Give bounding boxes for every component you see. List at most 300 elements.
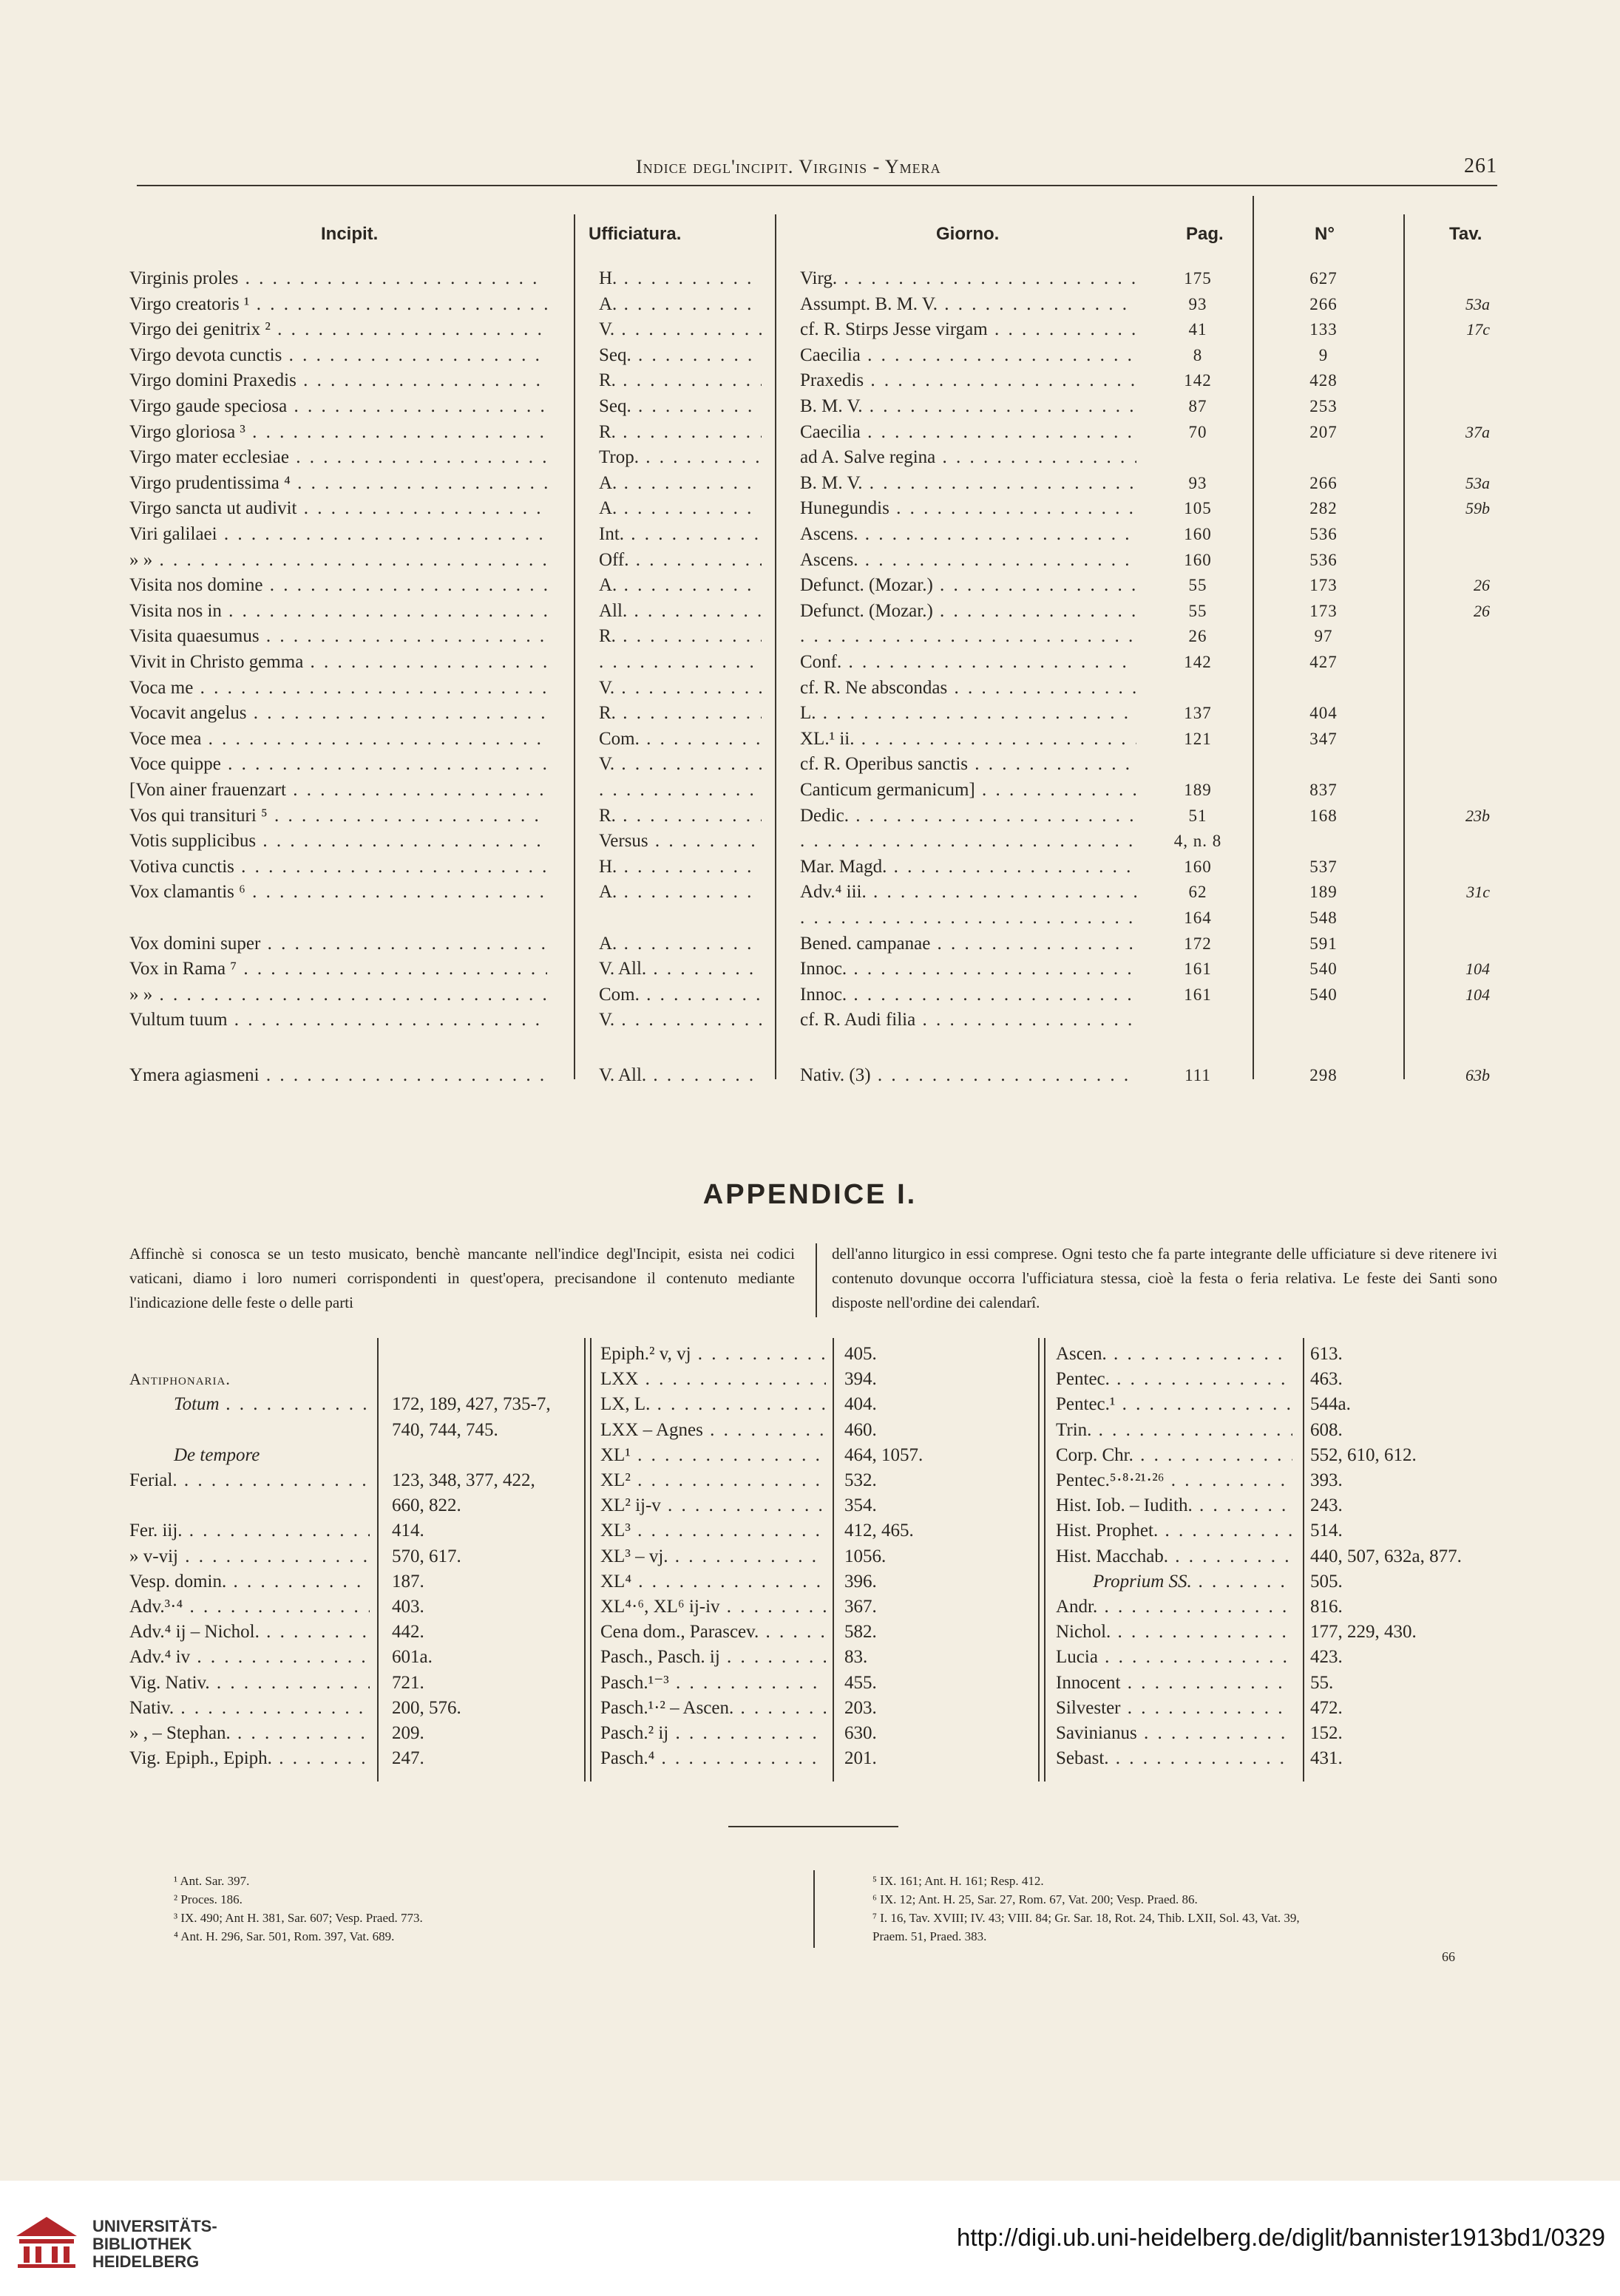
- number-cell: 404: [1309, 704, 1338, 723]
- appendix-value: 816.: [1310, 1597, 1343, 1617]
- number-cell: 173: [1309, 601, 1338, 620]
- appendix-label: Pasch.¹⁻³ . . .: [600, 1671, 826, 1696]
- appendix-label: Vig. Nativ. . . .: [129, 1671, 370, 1696]
- col-rule-3: [1253, 196, 1254, 1079]
- tav-cell: [1416, 829, 1490, 854]
- ufficiatura-cell: Trop. . . .: [599, 445, 762, 470]
- number-cell: [1279, 676, 1368, 701]
- appendix-value: 472.: [1310, 1697, 1343, 1718]
- sheet-number: 66: [1442, 1949, 1455, 1964]
- tav-cell: 26: [1474, 601, 1490, 620]
- incipit-cell: Virgo mater ecclesiae . . .: [129, 445, 547, 470]
- appendix-value: 608.: [1310, 1419, 1343, 1440]
- appendix-value: 431.: [1310, 1748, 1343, 1769]
- giorno-cell: Praxedis . . .: [800, 368, 1136, 393]
- header-rule: [137, 185, 1497, 186]
- incipit-cell: Vox in Rama ⁷ . . .: [129, 957, 547, 982]
- incipit-cell: Virgo domini Praxedis . . .: [129, 368, 547, 393]
- appendix-value: 463.: [1310, 1369, 1343, 1390]
- ufficiatura-cell: Com. . . .: [599, 727, 762, 752]
- appendix-label: XL⁴ . . .: [600, 1569, 826, 1594]
- footnote: ⁷ I. 16, Tav. XVIII; IV. 43; VIII. 84; Gr. Sar. 18, Rot. 24, Thib. LXII, Sol. 43, Vat. 39,: [872, 1911, 1300, 1925]
- ufficiatura-cell: V. . . .: [599, 1008, 762, 1033]
- appendix-label: Nichol. . . .: [1056, 1620, 1292, 1645]
- appendix-label: XL² ij-v . . .: [600, 1493, 826, 1518]
- number-cell: 9: [1318, 345, 1329, 364]
- pag-cell: 8: [1193, 345, 1203, 364]
- number-cell: 168: [1309, 806, 1338, 825]
- number-cell: 282: [1309, 499, 1338, 518]
- footnote: ⁴ Ant. H. 296, Sar. 501, Rom. 397, Vat. 689.: [174, 1929, 395, 1943]
- appendix-value: [392, 1342, 580, 1367]
- appendix-value: 83.: [844, 1647, 868, 1668]
- appendix-value: 1056.: [844, 1546, 887, 1566]
- ufficiatura-cell: [599, 778, 762, 803]
- number-cell: 97: [1314, 627, 1333, 646]
- appendix-label: Ferial. . . .: [129, 1468, 370, 1493]
- tav-cell: [1416, 343, 1490, 368]
- number-cell: 537: [1309, 857, 1338, 876]
- appendix-value: 396.: [844, 1571, 877, 1592]
- appendix-value: 460.: [844, 1419, 877, 1440]
- pag-cell: 161: [1184, 985, 1212, 1004]
- incipit-cell: » » . . .: [129, 982, 547, 1008]
- incipit-cell: Virgo gloriosa ³ . . .: [129, 420, 547, 445]
- giorno-cell: Ascens. . . .: [800, 548, 1136, 573]
- appendix-label: Totum . . .: [129, 1392, 370, 1417]
- pag-cell: 87: [1188, 397, 1207, 415]
- pag-cell: 160: [1184, 857, 1212, 876]
- giorno-cell: cf. R. Audi filia . . .: [800, 1008, 1136, 1033]
- pag-cell: 142: [1184, 371, 1212, 390]
- col-head-incipit: Incipit.: [321, 224, 379, 244]
- appendix-label: Pasch., Pasch. ij . . .: [600, 1645, 826, 1670]
- ufficiatura-cell: H. . . .: [599, 855, 762, 880]
- pag-cell: 172: [1184, 934, 1212, 953]
- col-head-no: N°: [1315, 224, 1335, 244]
- incipit-cell: Virgo sancta ut audivit . . .: [129, 496, 547, 521]
- incipit-cell: Virgo gaude speciosa . . .: [129, 394, 547, 419]
- appendix-label: Antiphonaria.: [129, 1370, 231, 1389]
- incipit-cell: Virgo devota cunctis . . .: [129, 343, 547, 368]
- number-cell: 253: [1309, 397, 1338, 415]
- giorno-cell: Conf. . . .: [800, 650, 1136, 675]
- col-head-pag: Pag.: [1186, 224, 1224, 244]
- university-library-logo-icon: [13, 2214, 80, 2269]
- appendix-value: 393.: [1310, 1470, 1343, 1490]
- tav-cell: [1416, 624, 1490, 649]
- appendix-label: Pasch.² ij . . .: [600, 1721, 826, 1746]
- appendix-value: 247.: [392, 1748, 424, 1769]
- col-head-giorno: Giorno.: [936, 224, 1000, 244]
- pag-cell: 55: [1188, 601, 1207, 620]
- appendix-label: XL¹ . . .: [600, 1443, 826, 1468]
- appendix-label: Vesp. domin. . . .: [129, 1569, 370, 1594]
- giorno-cell: L. . . .: [800, 701, 1136, 726]
- giorno-cell: Mar. Magd. . . .: [800, 855, 1136, 880]
- incipit-cell: Vox clamantis ⁶ . . .: [129, 880, 547, 905]
- pag-cell: 26: [1188, 627, 1207, 646]
- appendix-value: 152.: [1310, 1723, 1343, 1743]
- giorno-cell: Ascens. . . .: [800, 522, 1136, 547]
- number-cell: 207: [1309, 422, 1338, 441]
- appendix-value: 394.: [844, 1369, 877, 1390]
- incipit-cell: Vos qui transituri ⁵ . . .: [129, 804, 547, 829]
- tav-cell: [1416, 650, 1490, 675]
- pag-cell: 62: [1188, 883, 1207, 902]
- pag-cell: [1157, 1008, 1238, 1033]
- number-cell: 837: [1309, 781, 1338, 799]
- app-rule-4: [833, 1338, 834, 1782]
- footnote: ² Proces. 186.: [174, 1892, 243, 1906]
- appendix-label: Hist. Prophet. . . .: [1056, 1518, 1292, 1543]
- tav-cell: [1416, 368, 1490, 393]
- col-head-ufficiatura: Ufficiatura.: [589, 224, 682, 244]
- tav-cell: [1416, 906, 1490, 931]
- pag-cell: 189: [1184, 781, 1212, 799]
- pag-cell: 70: [1188, 422, 1207, 441]
- appendix-value: 514.: [1310, 1521, 1343, 1541]
- appendix-label: » v-vij . . .: [129, 1544, 370, 1569]
- pag-cell: 55: [1188, 576, 1207, 595]
- source-url-link[interactable]: http://digi.ub.uni-heidelberg.de/diglit/bannister1913bd1/0329: [957, 2224, 1605, 2251]
- giorno-cell: XL.¹ ii. . . .: [800, 727, 1136, 752]
- pag-cell: 51: [1188, 806, 1207, 825]
- ufficiatura-cell: V. All. . . .: [599, 1063, 762, 1088]
- giorno-cell: cf. R. Stirps Jesse virgam . . .: [800, 317, 1136, 342]
- number-cell: 591: [1309, 934, 1338, 953]
- appendix-title: APPENDICE I.: [702, 1179, 918, 1210]
- number-cell: 298: [1309, 1066, 1338, 1084]
- col-rule-2: [775, 214, 776, 1079]
- footnote-rule: [813, 1870, 815, 1948]
- number-cell: 266: [1309, 294, 1338, 313]
- pag-cell: 161: [1184, 960, 1212, 979]
- giorno-cell: Hunegundis . . .: [800, 496, 1136, 521]
- number-cell: 540: [1309, 960, 1338, 979]
- pag-cell: 41: [1188, 320, 1207, 339]
- tav-cell: 53a: [1465, 473, 1490, 492]
- appendix-label: LXX – Agnes . . .: [600, 1418, 826, 1443]
- footnote: Praem. 51, Praed. 383.: [872, 1929, 987, 1943]
- appendix-value: 243.: [1310, 1495, 1343, 1516]
- appendix-value: [392, 1367, 580, 1392]
- tav-cell: [1416, 931, 1490, 957]
- appendix-value: 552, 610, 612.: [1310, 1444, 1417, 1465]
- appendix-label: Sebast. . . .: [1056, 1746, 1292, 1771]
- appendix-value: 442.: [392, 1622, 424, 1643]
- appendix-label: » , – Stephan. . . .: [129, 1721, 370, 1746]
- col-rule-1: [574, 214, 575, 1079]
- appendix-label: Pentec.¹ . . .: [1056, 1392, 1292, 1417]
- appendix-value: 404.: [844, 1394, 877, 1415]
- ufficiatura-cell: R. . . .: [599, 804, 762, 829]
- giorno-cell: Caecilia . . .: [800, 420, 1136, 445]
- number-cell: 347: [1309, 729, 1338, 748]
- ufficiatura-cell: A. . . .: [599, 292, 762, 317]
- tav-cell: 31c: [1466, 883, 1490, 902]
- ufficiatura-cell: H. . . .: [599, 266, 762, 291]
- tav-cell: 53a: [1465, 294, 1490, 313]
- ufficiatura-cell: A. . . .: [599, 880, 762, 905]
- appendix-label: Nativ. . . .: [129, 1696, 370, 1721]
- appendix-value: 440, 507, 632a, 877.: [1310, 1546, 1462, 1566]
- tav-cell: 59b: [1465, 499, 1490, 518]
- pag-cell: 93: [1188, 294, 1207, 313]
- ufficiatura-cell: All. . . .: [599, 599, 762, 624]
- appendix-label: Vig. Epiph., Epiph. . . .: [129, 1746, 370, 1771]
- number-cell: 133: [1309, 320, 1338, 339]
- footnote: ¹ Ant. Sar. 397.: [174, 1874, 250, 1888]
- appendix-label: Andr. . . .: [1056, 1594, 1292, 1620]
- appendix-label: Hist. Iob. – Iudith. . . .: [1056, 1493, 1292, 1518]
- ufficiatura-cell: V. . . .: [599, 317, 762, 342]
- incipit-cell: Votiva cunctis . . .: [129, 855, 547, 880]
- appendix-label: Silvester . . .: [1056, 1696, 1292, 1721]
- appendix-label: XL³ . . .: [600, 1518, 826, 1543]
- appendix-value: [392, 1443, 580, 1468]
- ufficiatura-cell: A. . . .: [599, 496, 762, 521]
- giorno-cell: Nativ. (3) . . .: [800, 1063, 1136, 1088]
- number-cell: 540: [1309, 985, 1338, 1004]
- footnote-separator: [728, 1826, 898, 1827]
- appendix-value: 412, 465.: [844, 1521, 914, 1541]
- appendix-value: 721.: [392, 1672, 424, 1693]
- ufficiatura-cell: V. . . .: [599, 676, 762, 701]
- appendix-intro-left: Affinchè si conosca se un testo musicato, benchè mancante nell'indice degl'Incipit, esista nei codici vaticani, diamo i loro numeri corrispondenti in quest'opera, precisandone il contenuto mediante l'indicazione delle feste o delle parti: [129, 1245, 795, 1311]
- giorno-cell: Innoc. . . .: [800, 982, 1136, 1008]
- incipit-cell: Virgo prudentissima ⁴ . . .: [129, 471, 547, 496]
- appendix-value: 177, 229, 430.: [1310, 1622, 1417, 1643]
- ufficiatura-cell: R. . . .: [599, 701, 762, 726]
- appendix-label: Savinianus . . .: [1056, 1721, 1292, 1746]
- giorno-cell: Innoc. . . .: [800, 957, 1136, 982]
- ufficiatura-cell: R. . . .: [599, 420, 762, 445]
- appendix-value: 630.: [844, 1723, 877, 1743]
- incipit-cell: [129, 906, 547, 931]
- giorno-cell: cf. R. Operibus sanctis . . .: [800, 752, 1136, 777]
- pag-cell: 4, n. 8: [1173, 832, 1222, 851]
- appendix-label: [129, 1493, 370, 1518]
- appendix-value: 55.: [1310, 1672, 1334, 1693]
- appendix-label: Pasch.⁴ . . .: [600, 1746, 826, 1771]
- incipit-cell: Visita quaesumus . . .: [129, 624, 547, 649]
- tav-cell: 104: [1465, 960, 1490, 979]
- pag-cell: 160: [1184, 550, 1212, 569]
- appendix-value: 570, 617.: [392, 1546, 461, 1566]
- ufficiatura-cell: A. . . .: [599, 471, 762, 496]
- incipit-cell: [Von ainer frauenzart . . .: [129, 778, 547, 803]
- appendix-label: Adv.⁴ iv . . .: [129, 1645, 370, 1670]
- tav-cell: [1416, 778, 1490, 803]
- ufficiatura-cell: A. . . .: [599, 931, 762, 957]
- appendix-label: Epiph.² v, vj . . .: [600, 1342, 826, 1367]
- appendix-value: 367.: [844, 1597, 877, 1617]
- appendix-value: 601a.: [392, 1647, 433, 1668]
- ufficiatura-cell: Int. . . .: [599, 522, 762, 547]
- number-cell: [1279, 1008, 1368, 1033]
- pag-cell: 164: [1184, 908, 1212, 927]
- number-cell: 266: [1309, 473, 1338, 492]
- col-head-tav: Tav.: [1449, 224, 1482, 244]
- appendix-value: 187.: [392, 1571, 424, 1592]
- pag-cell: 111: [1185, 1066, 1211, 1084]
- running-header: [137, 152, 1497, 181]
- giorno-cell: Bened. campanae . . .: [800, 931, 1136, 957]
- appendix-value: 354.: [844, 1495, 877, 1516]
- ufficiatura-cell: R. . . .: [599, 624, 762, 649]
- tav-cell: [1416, 1008, 1490, 1033]
- ufficiatura-cell: [599, 650, 762, 675]
- appendix-value: 505.: [1310, 1571, 1343, 1592]
- appendix-label: De tempore: [174, 1444, 260, 1465]
- appendix-value: 123, 348, 377, 422,: [392, 1470, 535, 1490]
- ufficiatura-cell: V. . . .: [599, 752, 762, 777]
- appendix-value: 209.: [392, 1723, 424, 1743]
- incipit-cell: Vox domini super . . .: [129, 931, 547, 957]
- appendix-label: [129, 1342, 370, 1367]
- appendix-label: Adv.³·⁴ . . .: [129, 1594, 370, 1620]
- institution-name: [92, 2218, 217, 2271]
- number-cell: 536: [1309, 525, 1338, 543]
- appendix-value: 464, 1057.: [844, 1444, 923, 1465]
- number-cell: [1279, 752, 1368, 777]
- footnote: ³ IX. 490; Ant H. 381, Sar. 607; Vesp. Praed. 773.: [174, 1911, 423, 1925]
- pag-cell: 93: [1188, 473, 1207, 492]
- tav-cell: 26: [1474, 576, 1490, 595]
- ufficiatura-cell: R. . . .: [599, 368, 762, 393]
- appendix-label: XL² . . .: [600, 1468, 826, 1493]
- giorno-cell: Defunct. (Mozar.) . . .: [800, 599, 1136, 624]
- incipit-cell: Voce quippe . . .: [129, 752, 547, 777]
- tav-cell: [1416, 855, 1490, 880]
- appendix-label: Cena dom., Parascev. . . .: [600, 1620, 826, 1645]
- app-rule-1: [377, 1338, 379, 1782]
- appendix-label: Proprium SS. . . .: [1056, 1569, 1292, 1594]
- number-cell: 536: [1309, 550, 1338, 569]
- appendix-value: 203.: [844, 1697, 877, 1718]
- appendix-label: Pentec.⁵·⁸·²¹·²⁶ . . .: [1056, 1468, 1292, 1493]
- giorno-cell: Virg. . . .: [800, 266, 1136, 291]
- tav-cell: [1416, 266, 1490, 291]
- number-cell: [1279, 829, 1368, 854]
- giorno-cell: [800, 829, 1136, 854]
- incipit-cell: Visita nos domine . . .: [129, 573, 547, 598]
- giorno-cell: Canticum germanicum] . . .: [800, 778, 1136, 803]
- institution-line-3: HEIDELBERG: [92, 2252, 200, 2271]
- appendix-label: LX, L. . . .: [600, 1392, 826, 1417]
- appendix-label: Ascen. . . .: [1056, 1342, 1292, 1367]
- intro-rule: [816, 1243, 817, 1317]
- giorno-cell: Adv.⁴ iii. . . .: [800, 880, 1136, 905]
- appendix-label: Adv.⁴ ij – Nichol. . . .: [129, 1620, 370, 1645]
- appendix-intro-right: dell'anno liturgico in essi comprese. Ogni testo che fa parte integrante delle ufficiature si deve ritenere ivi contenuto dovunque occorra l'ufficiatura stessa, cioè la festa o feria relativa. Le feste dei Santi sono disposte nell'ordine dei calendarî.: [832, 1245, 1497, 1311]
- ufficiatura-cell: Versus . . .: [599, 829, 762, 854]
- appendix-value: 660, 822.: [392, 1495, 461, 1516]
- incipit-cell: Ymera agiasmeni . . .: [129, 1063, 547, 1088]
- incipit-cell: Vivit in Christo gemma . . .: [129, 650, 547, 675]
- ufficiatura-cell: A. . . .: [599, 573, 762, 598]
- appendix-label: LXX . . .: [600, 1367, 826, 1392]
- app-rule-6: [1044, 1338, 1045, 1782]
- appendix-label: Innocent . . .: [1056, 1671, 1292, 1696]
- incipit-cell: Vultum tuum . . .: [129, 1008, 547, 1033]
- pag-cell: 175: [1184, 269, 1212, 288]
- number-cell: [1279, 445, 1368, 470]
- app-rule-5: [1038, 1338, 1040, 1782]
- footnote: ⁵ IX. 161; Ant. H. 161; Resp. 412.: [872, 1874, 1044, 1888]
- incipit-cell: » » . . .: [129, 548, 547, 573]
- incipit-cell: Virgo creatoris ¹ . . .: [129, 292, 547, 317]
- incipit-cell: Virgo dei genitrix ² . . .: [129, 317, 547, 342]
- pag-cell: [1157, 445, 1238, 470]
- tav-cell: [1416, 701, 1490, 726]
- number-cell: 548: [1309, 908, 1338, 927]
- giorno-cell: [800, 906, 1136, 931]
- appendix-label: Pentec. . . .: [1056, 1367, 1292, 1392]
- ufficiatura-cell: Off. . . .: [599, 548, 762, 573]
- appendix-value: 582.: [844, 1622, 877, 1643]
- pag-cell: 142: [1184, 653, 1212, 671]
- ufficiatura-cell: Com. . . .: [599, 982, 762, 1008]
- footnote: ⁶ IX. 12; Ant. H. 25, Sar. 27, Rom. 67, Vat. 200; Vesp. Praed. 86.: [872, 1892, 1198, 1906]
- incipit-cell: Visita nos in . . .: [129, 599, 547, 624]
- appendix-label: Hist. Macchab. . . .: [1056, 1544, 1292, 1569]
- running-title: Indice degl'incipit. Virginis - Ymera: [636, 156, 941, 177]
- tav-cell: 63b: [1465, 1066, 1490, 1084]
- tav-cell: 17c: [1466, 320, 1490, 339]
- giorno-cell: cf. R. Ne abscondas . . .: [800, 676, 1136, 701]
- number-cell: 428: [1309, 371, 1338, 390]
- incipit-cell: Viri galilaei . . .: [129, 522, 547, 547]
- incipit-cell: Virginis proles . . .: [129, 266, 547, 291]
- appendix-label: Trin. . . .: [1056, 1418, 1292, 1443]
- viewer-footer: [0, 2181, 1620, 2296]
- appendix-value: 455.: [844, 1672, 877, 1693]
- app-rule-2: [584, 1338, 586, 1782]
- tav-cell: 37a: [1465, 422, 1490, 441]
- institution-line-2: BIBLIOTHEK: [92, 2235, 192, 2253]
- number-cell: 627: [1309, 269, 1338, 288]
- giorno-cell: B. M. V. . . .: [800, 471, 1136, 496]
- tav-cell: [1416, 676, 1490, 701]
- ufficiatura-cell: V. All. . . .: [599, 957, 762, 982]
- appendix-value: 200, 576.: [392, 1697, 461, 1718]
- pag-cell: 105: [1184, 499, 1212, 518]
- giorno-cell: ad A. Salve regina . . .: [800, 445, 1136, 470]
- pag-cell: 160: [1184, 525, 1212, 543]
- appendix-value: 405.: [844, 1344, 877, 1364]
- app-rule-7: [1303, 1338, 1304, 1782]
- appendix-label: Corp. Chr. . . .: [1056, 1443, 1292, 1468]
- page-number: 261: [1464, 154, 1497, 177]
- appendix-label: Fer. iij. . . .: [129, 1518, 370, 1543]
- appendix-value: 613.: [1310, 1344, 1343, 1364]
- giorno-cell: Assumpt. B. M. V. . . .: [800, 292, 1136, 317]
- number-cell: 427: [1309, 653, 1338, 671]
- appendix-value: 201.: [844, 1748, 877, 1769]
- tav-cell: [1416, 394, 1490, 419]
- giorno-cell: [800, 624, 1136, 649]
- tav-cell: [1416, 548, 1490, 573]
- giorno-cell: Defunct. (Mozar.) . . .: [800, 573, 1136, 598]
- tav-cell: 104: [1465, 985, 1490, 1004]
- incipit-cell: Vocavit angelus . . .: [129, 701, 547, 726]
- ufficiatura-cell: Seq. . . .: [599, 394, 762, 419]
- giorno-cell: B. M. V. . . .: [800, 394, 1136, 419]
- incipit-cell: Voce mea . . .: [129, 727, 547, 752]
- tav-cell: [1416, 752, 1490, 777]
